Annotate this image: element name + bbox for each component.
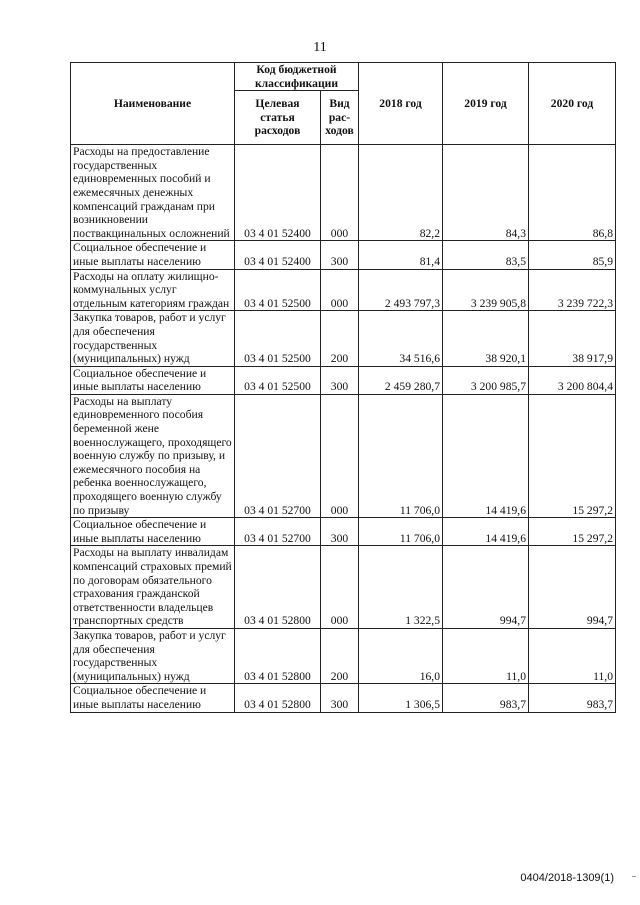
edge-mark — [632, 876, 636, 877]
row-value-2018: 11 706,0 — [359, 518, 443, 546]
row-expense-kind: 300 — [321, 684, 359, 712]
row-target-code: 03 4 01 52500 — [235, 311, 321, 366]
row-target-code: 03 4 01 52700 — [235, 518, 321, 546]
row-name: Закупка товаров, работ и услуг для обеспечения государственных (муниципальных) нужд — [71, 628, 235, 683]
row-target-code: 03 4 01 52500 — [235, 269, 321, 311]
header-2020: 2020 год — [529, 63, 616, 145]
row-target-code: 03 4 01 52400 — [235, 145, 321, 241]
row-name: Закупка товаров, работ и услуг для обеспечения государственных (муниципальных) нужд — [71, 311, 235, 366]
row-target-code: 03 4 01 52800 — [235, 628, 321, 683]
row-expense-kind: 200 — [321, 311, 359, 366]
row-name: Социальное обеспечение и иные выплаты населению — [71, 684, 235, 712]
header-2018: 2018 год — [359, 63, 443, 145]
row-name: Расходы на оплату жилищно-коммунальных услуг отдельным категориям граждан — [71, 269, 235, 311]
header-kind: Вид рас-ходов — [321, 91, 359, 145]
row-value-2020: 15 297,2 — [529, 518, 616, 546]
row-value-2018: 82,2 — [359, 145, 443, 241]
row-value-2019: 983,7 — [443, 684, 529, 712]
row-value-2019: 14 419,6 — [443, 518, 529, 546]
header-2019: 2019 год — [443, 63, 529, 145]
table-row — [71, 394, 616, 517]
table-body — [71, 145, 616, 712]
row-value-2018: 1 306,5 — [359, 684, 443, 712]
row-value-2019: 11,0 — [443, 628, 529, 683]
table-row — [71, 311, 616, 366]
row-expense-kind: 000 — [321, 269, 359, 311]
row-value-2018: 16,0 — [359, 628, 443, 683]
header-name: Наименование — [71, 63, 235, 145]
row-value-2018: 11 706,0 — [359, 394, 443, 517]
row-value-2020: 38 917,9 — [529, 311, 616, 366]
row-value-2018: 2 459 280,7 — [359, 366, 443, 394]
row-name: Социальное обеспечение и иные выплаты населению — [71, 241, 235, 269]
table-row — [71, 518, 616, 546]
row-expense-kind: 200 — [321, 628, 359, 683]
row-value-2020: 3 200 804,4 — [529, 366, 616, 394]
row-value-2019: 83,5 — [443, 241, 529, 269]
row-name: Социальное обеспечение и иные выплаты населению — [71, 518, 235, 546]
row-value-2019: 14 419,6 — [443, 394, 529, 517]
row-value-2018: 34 516,6 — [359, 311, 443, 366]
row-value-2018: 1 322,5 — [359, 546, 443, 629]
row-value-2019: 38 920,1 — [443, 311, 529, 366]
row-target-code: 03 4 01 52800 — [235, 684, 321, 712]
table-header — [71, 63, 616, 145]
document-code: 0404/2018-1309(1) — [520, 872, 614, 884]
row-value-2019: 3 200 985,7 — [443, 366, 529, 394]
table-row — [71, 546, 616, 629]
budget-table — [70, 62, 616, 713]
row-expense-kind: 300 — [321, 241, 359, 269]
row-target-code: 03 4 01 52400 — [235, 241, 321, 269]
row-value-2018: 81,4 — [359, 241, 443, 269]
header-target: Целевая статья расходов — [235, 91, 321, 145]
row-name: Расходы на предоставление государственных единовременных пособий и ежемесячных денежных компенсаций гражданам при возникновении поствакцинальных осложнений — [71, 145, 235, 241]
table-row — [71, 145, 616, 241]
row-value-2019: 84,3 — [443, 145, 529, 241]
row-value-2020: 15 297,2 — [529, 394, 616, 517]
table-row — [71, 628, 616, 683]
row-value-2020: 86,8 — [529, 145, 616, 241]
row-name: Социальное обеспечение и иные выплаты населению — [71, 366, 235, 394]
row-expense-kind: 300 — [321, 518, 359, 546]
table-row — [71, 241, 616, 269]
row-name: Расходы на выплату единовременного пособия беременной жене военнослужащего, проходящего военную службу по призыву, и ежемесячного пособия на ребенка военнослужащего, проходящего военную службу по призыву — [71, 394, 235, 517]
row-value-2018: 2 493 797,3 — [359, 269, 443, 311]
row-value-2019: 3 239 905,8 — [443, 269, 529, 311]
row-target-code: 03 4 01 52800 — [235, 546, 321, 629]
page-number: 11 — [313, 40, 327, 55]
row-expense-kind: 000 — [321, 394, 359, 517]
table-row — [71, 269, 616, 311]
header-code-group: Код бюджетной классификации — [235, 63, 359, 91]
row-value-2019: 994,7 — [443, 546, 529, 629]
row-name: Расходы на выплату инвалидам компенсаций страховых премий по договорам обязательного страхования гражданской ответственности владельцев транспортных средств — [71, 546, 235, 629]
row-value-2020: 85,9 — [529, 241, 616, 269]
table-row — [71, 684, 616, 712]
row-value-2020: 983,7 — [529, 684, 616, 712]
row-expense-kind: 300 — [321, 366, 359, 394]
row-expense-kind: 000 — [321, 145, 359, 241]
table-row — [71, 366, 616, 394]
row-target-code: 03 4 01 52700 — [235, 394, 321, 517]
row-value-2020: 11,0 — [529, 628, 616, 683]
row-value-2020: 3 239 722,3 — [529, 269, 616, 311]
row-target-code: 03 4 01 52500 — [235, 366, 321, 394]
row-expense-kind: 000 — [321, 546, 359, 629]
row-value-2020: 994,7 — [529, 546, 616, 629]
